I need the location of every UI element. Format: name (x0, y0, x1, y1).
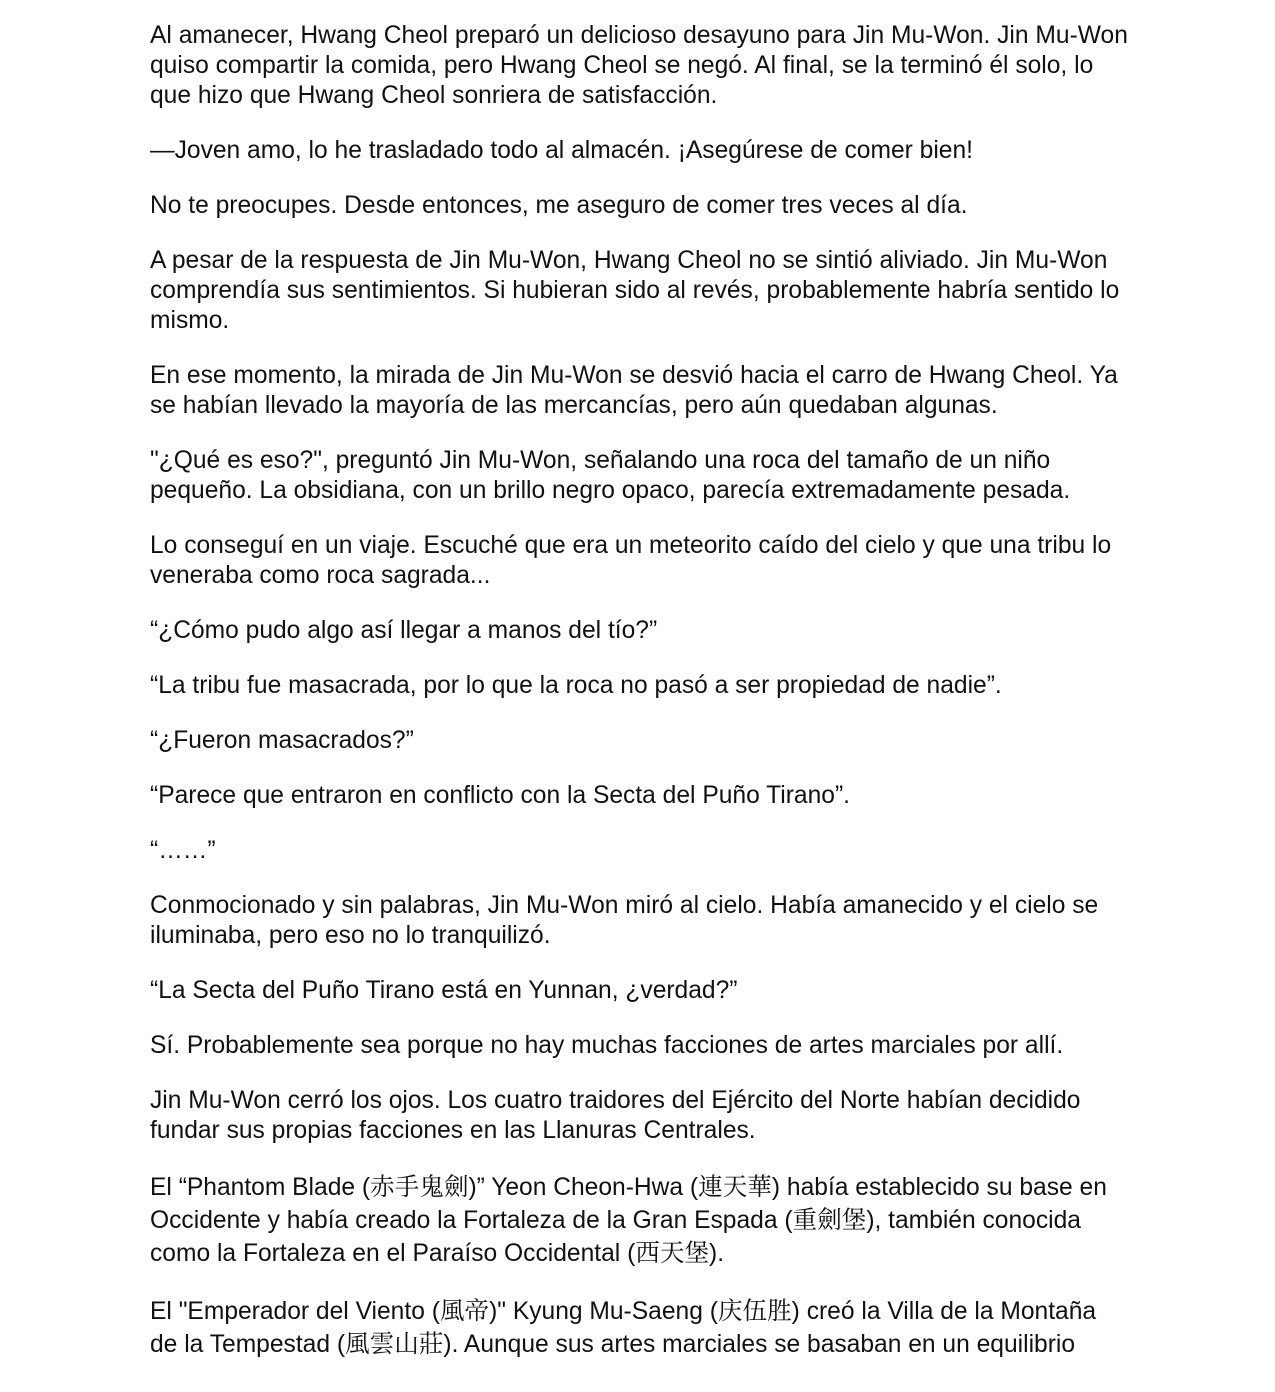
paragraph-four-traitors: Jin Mu-Won cerró los ojos. Los cuatro traidores del Ejército del Norte habían decidido fundar sus propias facciones en las Llanuras Centrales. (150, 1087, 1081, 1144)
paragraph-few-factions: Sí. Probablemente sea porque no hay muchas facciones de artes marciales por allí. (150, 1032, 1064, 1059)
paragraph-young-master: —Joven amo, lo he trasladado todo al almacén. ¡Asegúrese de comer bien! (150, 137, 973, 164)
paragraph-wind-emperor: El "Emperador del Viento (風帝)" Kyung Mu-Saeng (庆伍胜) creó la Villa de la Montaña de la Tempestad (風雲山莊). Aunque sus artes marciales se basaban en un equilibrio (150, 1298, 1097, 1358)
paragraph-yunnan: “La Secta del Puño Tirano está en Yunnan, ¿verdad?” (150, 977, 738, 1004)
paragraph-what-is-that: "¿Qué es eso?", preguntó Jin Mu-Won, señalando una roca del tamaño de un niño pequeño. La obsidiana, con un brillo negro opaco, parecía extremadamente pesada. (150, 447, 1071, 504)
paragraph-were-massacred: “¿Fueron masacrados?” (150, 727, 414, 754)
paragraph-dont-worry: No te preocupes. Desde entonces, me aseguro de comer tres veces al día. (150, 192, 968, 219)
paragraph-cart-glance: En ese momento, la mirada de Jin Mu-Won se desvió hacia el carro de Hwang Cheol. Ya se habían llevado la mayoría de las mercancías, pero aún quedaban algunas. (150, 362, 1118, 419)
paragraph-tyrant-fist: “Parece que entraron en conflicto con la Secta del Puño Tirano”. (150, 782, 850, 809)
paragraph-looked-sky: Conmocionado y sin palabras, Jin Mu-Won miró al cielo. Había amanecido y el cielo se iluminaba, pero eso no lo tranquilizó. (150, 892, 1099, 949)
paragraph-meteorite: Lo conseguí en un viaje. Escuché que era un meteorito caído del cielo y que una tribu lo veneraba como roca sagrada... (150, 532, 1112, 589)
paragraph-dawn-breakfast: Al amanecer, Hwang Cheol preparó un delicioso desayuno para Jin Mu-Won. Jin Mu-Won quiso compartir la comida, pero Hwang Cheol se negó. Al final, se la terminó él solo, lo que hizo que Hwang Cheol sonriera de satisfacción. (150, 22, 1128, 109)
paragraph-phantom-blade: El “Phantom Blade (赤手鬼劍)” Yeon Cheon-Hwa (連天華) había establecido su base en Occidente y había creado la Fortaleza de la Gran Espada (重劍堡), también conocida como la Fortaleza en el Paraíso Occidental (西天堡). (150, 1174, 1107, 1267)
paragraph-not-relieved: A pesar de la respuesta de Jin Mu-Won, Hwang Cheol no se sintió aliviado. Jin Mu-Won comprendía sus sentimientos. Si hubieran sido al revés, probablemente habría sentido lo mismo. (150, 247, 1120, 334)
paragraph-ellipsis: “……” (150, 837, 216, 864)
paragraph-how-uncle: “¿Cómo pudo algo así llegar a manos del tío?” (150, 617, 658, 644)
paragraph-tribe-massacred: “La tribu fue masacrada, por lo que la roca no pasó a ser propiedad de nadie”. (150, 672, 1002, 699)
document-page (150, 21, 1130, 1386)
